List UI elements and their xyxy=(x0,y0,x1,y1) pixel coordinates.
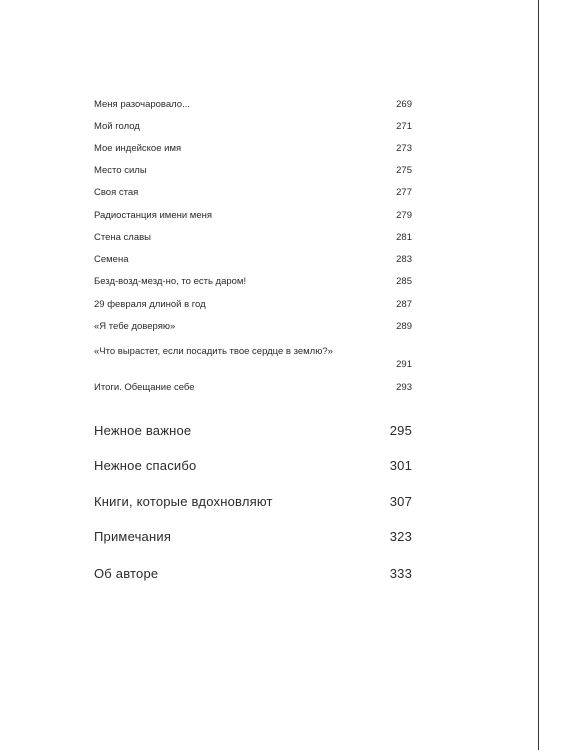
toc-entry-title: Радиостанция имени меня xyxy=(94,210,213,221)
toc-entry-page: 281 xyxy=(396,232,412,243)
toc-entry[interactable] xyxy=(94,275,412,288)
toc-section-page: 307 xyxy=(389,494,412,509)
toc-entry-page: 275 xyxy=(396,165,412,176)
toc-section-entry[interactable] xyxy=(94,529,412,545)
toc-section-title: Книги, которые вдохновляют xyxy=(94,494,273,509)
toc-entry-page: 271 xyxy=(396,121,412,132)
toc-entry-title: «Что вырастет, если посадить твое сердце в землю?» xyxy=(94,346,333,357)
toc-section-entry[interactable] xyxy=(94,494,412,510)
toc-entry-page: 277 xyxy=(396,187,412,198)
toc-entry-title: Меня разочаровало... xyxy=(94,99,190,110)
toc-entry-page: 289 xyxy=(396,321,412,332)
toc-entry[interactable] xyxy=(94,320,412,333)
toc-section-title: Нежное важное xyxy=(94,423,192,438)
toc-entry-page: 279 xyxy=(396,210,412,221)
toc-section-page: 333 xyxy=(389,566,412,581)
toc-entry-page: 293 xyxy=(396,382,412,393)
toc-entry[interactable] xyxy=(94,164,412,177)
toc-entry[interactable] xyxy=(94,345,412,371)
toc-entry-title: Своя стая xyxy=(94,187,139,198)
toc-entry-title: Итоги. Обещание себе xyxy=(94,382,195,393)
toc-entry-page: 273 xyxy=(396,143,412,154)
toc-entry[interactable] xyxy=(94,381,412,394)
toc-section-page: 301 xyxy=(389,458,412,473)
toc-entry[interactable] xyxy=(94,142,412,155)
toc-entry-page: 283 xyxy=(396,254,412,265)
toc-entry-title: «Я тебе доверяю» xyxy=(94,321,176,332)
toc-entry-page: 291 xyxy=(396,359,412,370)
toc-section-entry[interactable] xyxy=(94,458,412,474)
toc-section-entry[interactable] xyxy=(94,423,412,439)
toc-section-title: Об авторе xyxy=(94,566,159,581)
toc-entry[interactable] xyxy=(94,120,412,133)
toc-entry-title: Безд-возд-мезд-но, то есть даром! xyxy=(94,276,247,287)
toc-section-title: Примечания xyxy=(94,529,172,544)
toc-entry-title: Семена xyxy=(94,254,129,265)
toc-entry-title: 29 февраля длиной в год xyxy=(94,299,206,310)
toc-entry[interactable] xyxy=(94,98,412,111)
toc-entry[interactable] xyxy=(94,231,412,244)
toc-entry-title: Место силы xyxy=(94,165,147,176)
toc-section-page: 295 xyxy=(389,423,412,438)
toc-entry-title: Стена славы xyxy=(94,232,152,243)
toc-entry[interactable] xyxy=(94,209,412,222)
toc-section-page: 323 xyxy=(389,529,412,544)
toc-entry-title: Мое индейское имя xyxy=(94,143,182,154)
toc-section-entry[interactable] xyxy=(94,566,412,582)
toc-entry-title: Мой голод xyxy=(94,121,140,132)
toc-entry-page: 269 xyxy=(396,99,412,110)
toc-entry-page: 287 xyxy=(396,299,412,310)
toc-entry[interactable] xyxy=(94,298,412,311)
toc-section-title: Нежное спасибо xyxy=(94,458,197,473)
toc-entry[interactable] xyxy=(94,186,412,199)
toc-entry[interactable] xyxy=(94,253,412,266)
toc-entry-page: 285 xyxy=(396,276,412,287)
